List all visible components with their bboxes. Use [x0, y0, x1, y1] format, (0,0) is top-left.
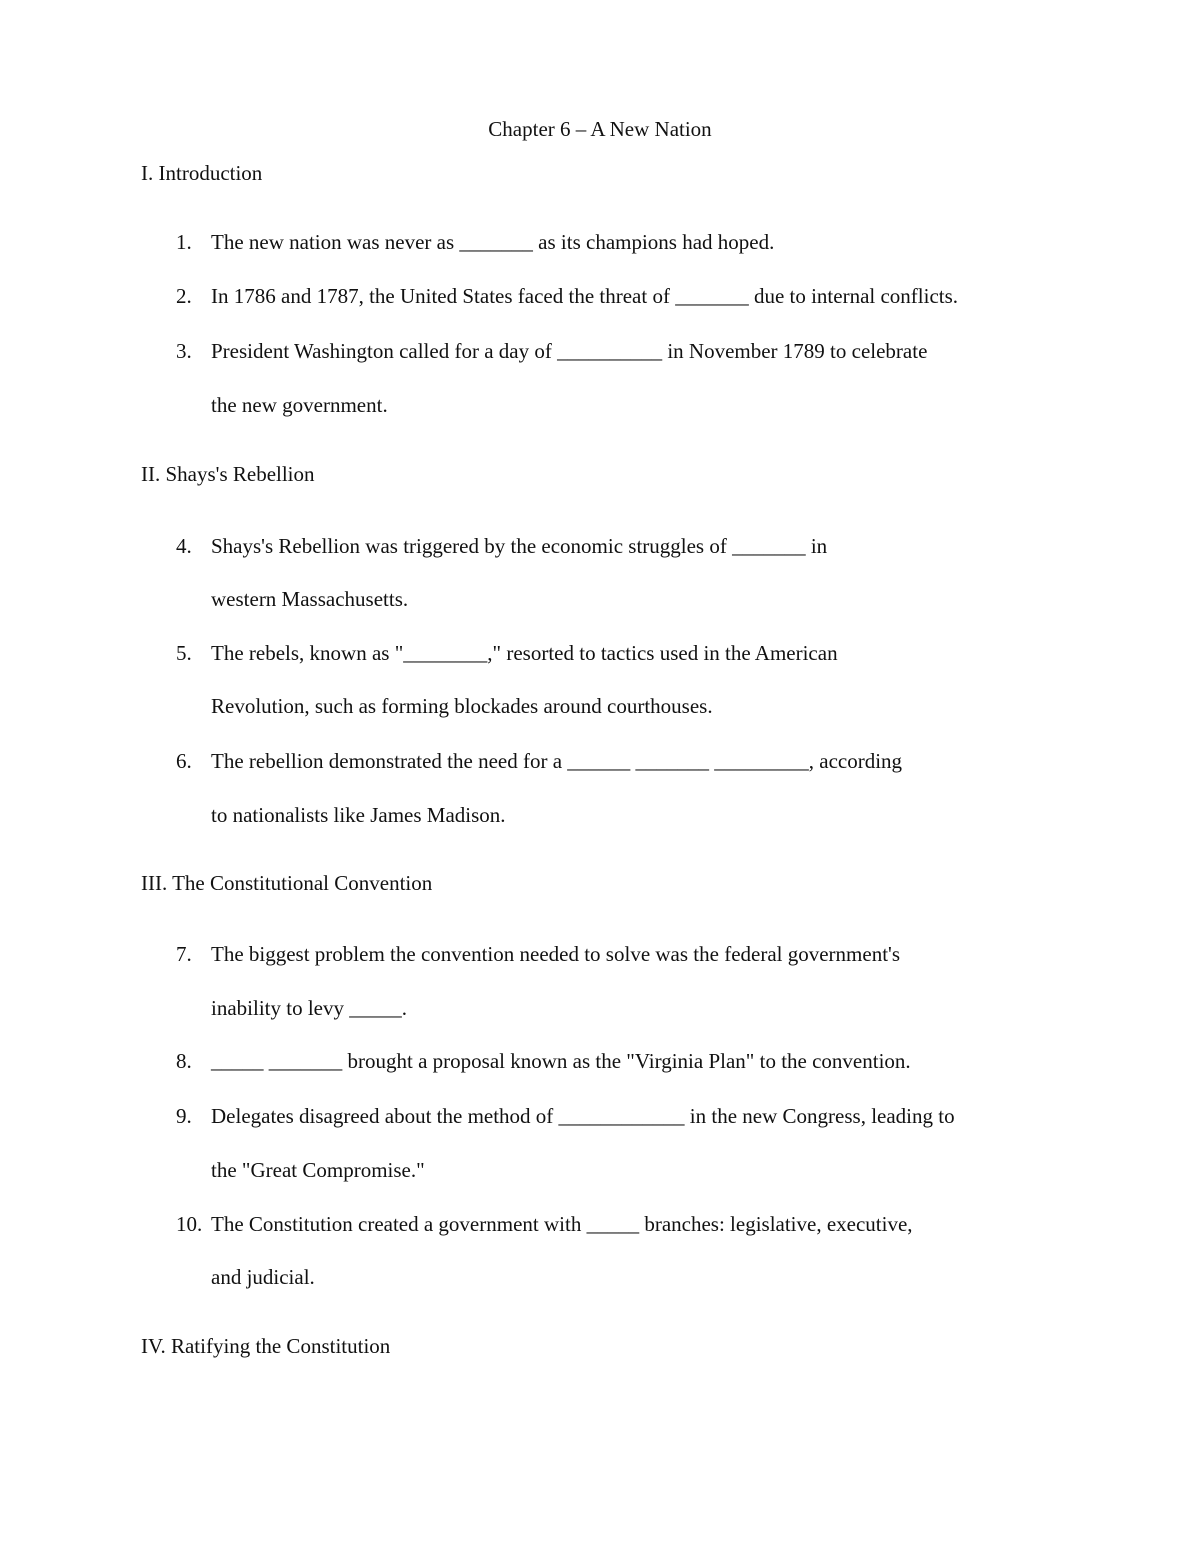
document-title: Chapter 6 – A New Nation — [488, 117, 712, 141]
item-number: 9. — [176, 1104, 192, 1128]
item-text: The rebellion demonstrated the need for a ______ _______ _________, according — [211, 749, 903, 773]
item-number: 1. — [176, 230, 192, 254]
item-text-continued: western Massachusetts. — [211, 587, 409, 611]
item-text: The new nation was never as _______ as its champions had hoped. — [211, 230, 775, 254]
item-text: The biggest problem the convention needed to solve was the federal government's — [211, 942, 900, 966]
item-text-continued: Revolution, such as forming blockades around courthouses. — [211, 694, 713, 718]
item-number: 7. — [176, 942, 192, 966]
item-text: The Constitution created a government with _____ branches: legislative, executive, — [211, 1212, 913, 1236]
item-number: 5. — [176, 641, 192, 665]
item-text: Shays's Rebellion was triggered by the economic struggles of _______ in — [211, 534, 828, 558]
item-number: 4. — [176, 534, 192, 558]
item-text: President Washington called for a day of __________ in November 1789 to celebrate — [211, 339, 928, 363]
section-heading-constitutional-convention: III. The Constitutional Convention — [141, 871, 433, 895]
item-number: 8. — [176, 1049, 192, 1073]
item-number: 3. — [176, 339, 192, 363]
item-text: The rebels, known as "________," resorted to tactics used in the American — [211, 641, 838, 665]
item-number: 10. — [176, 1212, 203, 1236]
section-heading-shays-rebellion: II. Shays's Rebellion — [141, 462, 315, 486]
item-number: 2. — [176, 284, 192, 308]
item-text: Delegates disagreed about the method of ____________ in the new Congress, leading to — [211, 1104, 955, 1128]
item-text-continued: to nationalists like James Madison. — [211, 803, 506, 827]
item-text-continued: the "Great Compromise." — [211, 1158, 425, 1182]
item-text: In 1786 and 1787, the United States faced the threat of _______ due to internal conflicts. — [211, 284, 959, 308]
item-text-continued: and judicial. — [211, 1265, 315, 1289]
item-text-continued: inability to levy _____. — [211, 996, 407, 1020]
section-heading-introduction: I. Introduction — [141, 161, 263, 185]
item-number: 6. — [176, 749, 192, 773]
section-heading-ratifying-constitution: IV. Ratifying the Constitution — [141, 1334, 391, 1358]
item-text: _____ _______ brought a proposal known as the "Virginia Plan" to the convention. — [211, 1049, 911, 1073]
item-text-continued: the new government. — [211, 393, 388, 417]
